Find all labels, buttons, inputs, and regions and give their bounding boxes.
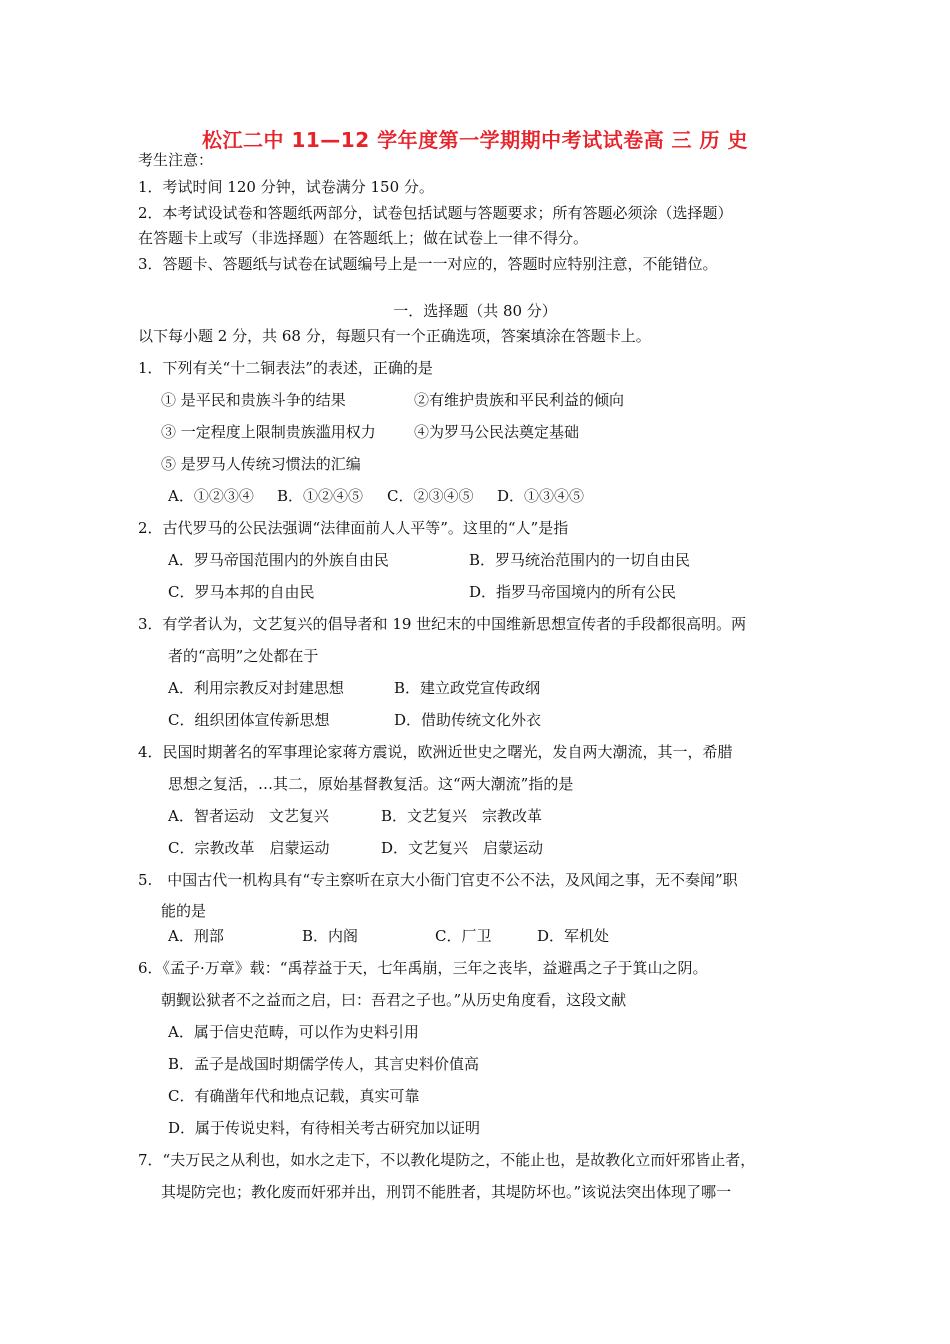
question-2-option-d: D．指罗马帝国境内的所有公民 [469,583,677,601]
question-3-stem-cont: 者的“高明”之处都在于 [168,647,319,665]
notice-item-2: 2．本考试设试卷和答题纸两部分，试卷包括试题与答题要求；所有答题必须涂（选择题） [138,204,733,222]
question-1-option-c: C．②③④⑤ [387,487,474,505]
question-2-option-c: C．罗马本邦的自由民 [168,583,315,601]
question-1-option-a: A．①②③④ [168,487,254,505]
question-1-statement-1: ① 是平民和贵族斗争的结果 [161,391,346,409]
question-1-option-b: B．①②④⑤ [277,487,364,505]
notice-heading: 考生注意： [138,151,214,169]
notice-item-3: 3．答题卡、答题纸与试卷在试题编号上是一一对应的，答题时应特别注意，不能错位。 [138,255,718,273]
question-3-option-a: A．利用宗教反对封建思想 [168,679,344,697]
question-2-option-a: A．罗马帝国范围内的外族自由民 [168,551,389,569]
question-2-option-b: B．罗马统治范围内的一切自由民 [469,551,691,569]
question-7-stem-cont: 其堤防完也；教化废而奸邪并出，刑罚不能胜者，其堤防坏也。”该说法突出体现了哪一 [161,1183,732,1201]
question-4-stem: 4．民国时期著名的军事理论家蒋方震说，欧洲近世史之曙光，发自两大潮流，其一，希腊 [138,743,733,761]
question-4-option-a: A．智者运动 文艺复兴 [168,807,329,825]
question-1-option-d: D．①③④⑤ [497,487,585,505]
notice-item-1: 1．考试时间 120 分钟，试卷满分 150 分。 [138,178,434,196]
question-3-option-b: B．建立政党宣传政纲 [394,679,541,697]
notice-item-2-cont: 在答题卡上或写（非选择题）在答题纸上；做在试卷上一律不得分。 [138,229,589,247]
question-4-stem-cont: 思想之复活，…其二，原始基督教复活。这“两大潮流”指的是 [168,775,574,793]
exam-title: 松江二中 11—12 学年度第一学期期中考试试卷高 三 历 史 [202,128,748,152]
question-6-stem-cont: 朝觐讼狱者不之益而之启，曰：吾君之子也。”从历史角度看，这段文献 [161,991,627,1009]
question-6-option-d: D．属于传说史料，有待相关考古研究加以证明 [168,1119,481,1137]
question-3-stem: 3．有学者认为，文艺复兴的倡导者和 19 世纪末的中国维新思想宣传者的手段都很高明。两 [138,615,747,633]
question-3-option-c: C．组织团体宣传新思想 [168,711,330,729]
question-5-stem-cont: 能的是 [161,902,207,920]
question-4-option-c: C．宗教改革 启蒙运动 [168,839,330,857]
question-6-stem: 6．《孟子·万章》载：“禹荐益于天，七年禹崩，三年之丧毕，益避禹之子于箕山之阴。 [138,959,708,977]
question-4-option-b: B．文艺复兴 宗教改革 [381,807,543,825]
question-1-stem: 1．下列有关“十二铜表法”的表述，正确的是 [138,359,433,377]
question-1-statement-2: ②有维护贵族和平民利益的倾向 [414,391,625,409]
question-6-option-a: A．属于信史范畴，可以作为史料引用 [168,1023,419,1041]
question-7-stem: 7．“夫万民之从利也，如水之走下，不以教化堤防之，不能止也，是故教化立而奸邪皆止者， [138,1151,756,1169]
section-title: 一．选择题（共 80 分） [393,302,557,320]
question-1-statement-4: ④为罗马公民法奠定基础 [414,423,580,441]
question-2-stem: 2．古代罗马的公民法强调“法律面前人人平等”。这里的“人”是指 [138,519,569,537]
question-1-statement-3: ③ 一定程度上限制贵族滥用权力 [161,423,376,441]
question-3-option-d: D．借助传统文化外衣 [394,711,542,729]
question-6-option-c: C．有确凿年代和地点记载，真实可靠 [168,1087,420,1105]
section-intro: 以下每小题 2 分，共 68 分，每题只有一个正确选项，答案填涂在答题卡上。 [138,327,651,345]
question-5-option-c: C．厂卫 [435,927,492,945]
question-5-option-b: B．内阁 [302,927,359,945]
question-5-option-a: A．刑部 [168,927,224,945]
question-5-stem: 5. 中国古代一机构具有“专主察听在京大小衙门官吏不公不法，及风闻之事，无不奏闻”职 [138,871,738,889]
question-4-option-d: D．文艺复兴 启蒙运动 [381,839,544,857]
question-5-option-d: D．军机处 [537,927,610,945]
question-6-option-b: B．孟子是战国时期儒学传人，其言史料价值高 [168,1055,480,1073]
question-1-statement-5: ⑤ 是罗马人传统习惯法的汇编 [161,455,361,473]
